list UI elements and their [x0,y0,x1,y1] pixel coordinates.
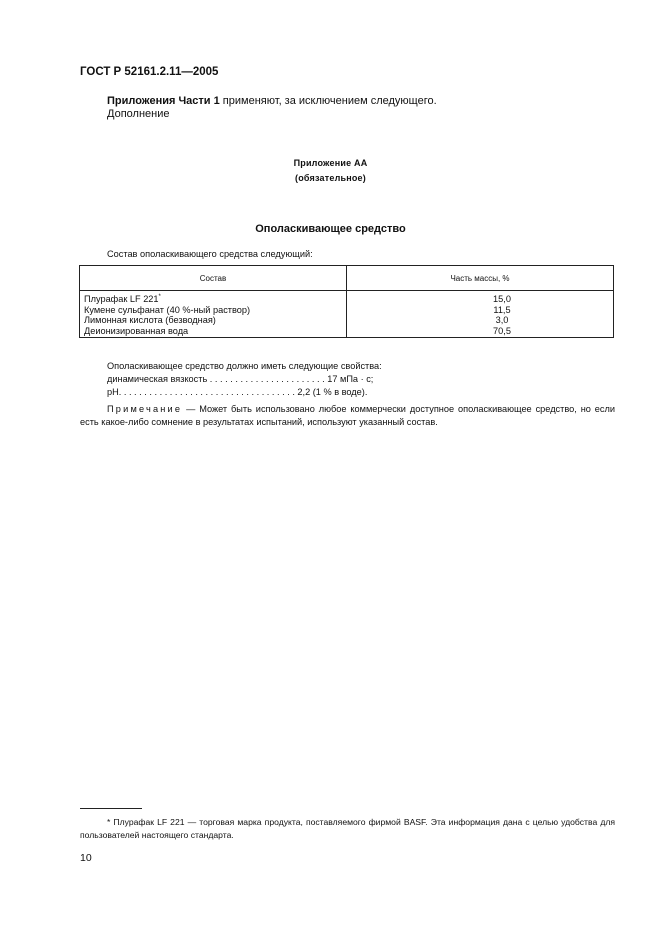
addition-label: Дополнение [107,108,170,120]
note-label: Примечание [107,404,183,414]
page-number: 10 [80,852,92,864]
column-header-mass-fraction: Часть массы, % [347,266,614,291]
document-header: ГОСТ Р 52161.2.11—2005 [80,66,219,78]
property-viscosity: динамическая вязкость . . . . . . . . . . . . . . . . . . . . . . . 17 мПа · с; [107,374,374,384]
annex-status: (обязательное) [295,173,366,183]
intro-paragraph [107,95,437,107]
properties-intro: Ополаскивающее средство должно иметь следующие свойства: [107,361,382,371]
property-ph: pH. . . . . . . . . . . . . . . . . . . . . . . . . . . . . . . . . . . 2,2 (1 % в воде). [107,387,368,397]
component-name: Лимонная кислота (безводная) [80,315,347,326]
footnote-divider [80,808,142,809]
component-value: 15,0 [347,291,614,305]
composition-table [79,265,614,338]
note-paragraph [80,403,615,428]
intro-bold: Приложения Части 1 [107,95,220,107]
column-header-composition: Состав [80,266,347,291]
table-row [80,326,614,338]
component-value: 11,5 [347,305,614,316]
table-row [80,305,614,316]
intro-rest: применяют, за исключением следующего. [219,95,437,107]
note-text: — Может быть использовано любое коммерчески доступное ополаскивающее средство, но если есть какое-либо сомнение в результатах испытаний, используют указанный состав. [80,404,615,427]
section-title: Ополаскивающее средство [255,223,406,235]
component-name: Деионизированная вода [80,326,347,338]
table-row [80,291,614,305]
annex-title: Приложение АА [293,158,368,168]
footnote: * Плурафак LF 221 — торговая марка продукта, поставляемого фирмой BASF. Эта информация дана с целью удобства для пользователей настоящего стандарта. [80,817,615,840]
component-name: Кумене сульфанат (40 %-ный раствор) [80,305,347,316]
table-row [80,315,614,326]
component-value: 70,5 [347,326,614,338]
composition-intro: Состав ополаскивающего средства следующий: [107,249,313,259]
component-name: Плурафак LF 221* [80,291,347,305]
footnote-mark: * [158,294,161,300]
component-value: 3,0 [347,315,614,326]
